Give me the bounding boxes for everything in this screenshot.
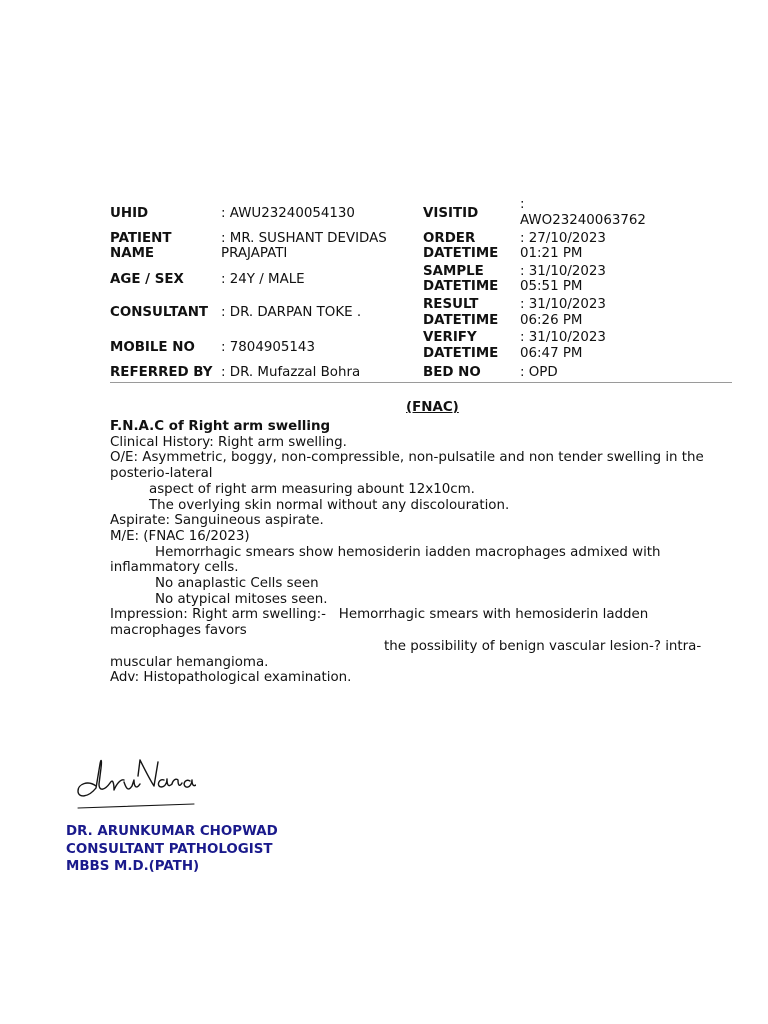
uhid-label: UHID bbox=[110, 206, 149, 221]
order-time-value: 01:21 PM bbox=[520, 246, 583, 261]
verify-datetime-label-line2: DATETIME bbox=[423, 346, 499, 361]
result-datetime-label-line1: RESULT bbox=[423, 297, 479, 312]
report-body bbox=[110, 419, 736, 686]
bed-no-label: BED NO bbox=[423, 365, 481, 380]
report-line: the possibility of benign vascular lesion-? intra- bbox=[384, 638, 702, 654]
referred-by-value: : DR. Mufazzal Bohra bbox=[221, 365, 361, 380]
report-line: Aspirate: Sanguineous aspirate. bbox=[110, 513, 324, 529]
patient-name-label-line1: PATIENT bbox=[110, 231, 172, 246]
pathologist-designation: CONSULTANT PATHOLOGIST bbox=[66, 841, 273, 857]
report-line: No anaplastic Cells seen bbox=[155, 576, 319, 592]
header-divider bbox=[110, 382, 732, 383]
report-line: Clinical History: Right arm swelling. bbox=[110, 434, 347, 450]
visitid-label: VISITID bbox=[423, 206, 479, 221]
report-line: Hemorrhagic smears show hemosiderin iadden macrophages admixed with bbox=[155, 544, 661, 560]
visitid-value-colon: : bbox=[520, 197, 525, 212]
report-line: O/E: Asymmetric, boggy, non-compressible, non-pulsatile and non tender swelling in the bbox=[110, 450, 704, 466]
patient-name-value-line2: PRAJAPATI bbox=[221, 246, 288, 261]
report-line: inflammatory cells. bbox=[110, 560, 239, 576]
patient-name-label-line2: NAME bbox=[110, 246, 155, 261]
result-date-value: : 31/10/2023 bbox=[520, 297, 606, 312]
mobile-value: : 7804905143 bbox=[221, 340, 315, 355]
pathologist-qualification: MBBS M.D.(PATH) bbox=[66, 859, 200, 875]
order-date-value: : 27/10/2023 bbox=[520, 231, 606, 246]
report-line: Adv: Histopathological examination. bbox=[110, 670, 352, 686]
referred-by-label: REFERRED BY bbox=[110, 365, 213, 380]
report-line: macrophages favors bbox=[110, 623, 247, 639]
signature-block bbox=[66, 823, 278, 876]
verify-date-value: : 31/10/2023 bbox=[520, 330, 606, 345]
verify-time-value: 06:47 PM bbox=[520, 346, 583, 361]
age-sex-value: : 24Y / MALE bbox=[221, 272, 305, 287]
report-line: M/E: (FNAC 16/2023) bbox=[110, 528, 250, 544]
visitid-value: AWO23240063762 bbox=[520, 213, 646, 228]
handwritten-signature bbox=[66, 750, 196, 820]
order-datetime-label-line2: DATETIME bbox=[423, 246, 499, 261]
report-line: Impression: Right arm swelling:- Hemorrhagic smears with hemosiderin ladden bbox=[110, 607, 649, 623]
sample-date-value: : 31/10/2023 bbox=[520, 264, 606, 279]
report-title: (FNAC) bbox=[406, 400, 459, 415]
uhid-value: : AWU23240054130 bbox=[221, 206, 355, 221]
order-datetime-label-line1: ORDER bbox=[423, 231, 476, 246]
bed-no-value: : OPD bbox=[520, 365, 558, 380]
verify-datetime-label-line1: VERIFY bbox=[423, 330, 477, 345]
test-name: F.N.A.C of Right arm swelling bbox=[110, 419, 331, 434]
result-datetime-label-line2: DATETIME bbox=[423, 313, 499, 328]
report-line: posterio-lateral bbox=[110, 466, 213, 482]
mobile-label: MOBILE NO bbox=[110, 340, 195, 355]
report-line: aspect of right arm measuring abount 12x10cm. bbox=[149, 481, 475, 497]
report-line: No atypical mitoses seen. bbox=[155, 591, 328, 607]
report-line: The overlying skin normal without any discolouration. bbox=[149, 497, 510, 513]
consultant-label: CONSULTANT bbox=[110, 305, 209, 320]
pathologist-name: DR. ARUNKUMAR CHOPWAD bbox=[66, 824, 278, 839]
report-line: muscular hemangioma. bbox=[110, 654, 269, 670]
svg-text:ArunNanda: ArunNanda bbox=[66, 819, 72, 820]
age-sex-label: AGE / SEX bbox=[110, 272, 184, 287]
result-time-value: 06:26 PM bbox=[520, 313, 583, 328]
patient-name-value-line1: : MR. SUSHANT DEVIDAS bbox=[221, 231, 387, 246]
sample-time-value: 05:51 PM bbox=[520, 279, 583, 294]
sample-datetime-label-line2: DATETIME bbox=[423, 279, 499, 294]
sample-datetime-label-line1: SAMPLE bbox=[423, 264, 484, 279]
consultant-value: : DR. DARPAN TOKE . bbox=[221, 305, 362, 320]
